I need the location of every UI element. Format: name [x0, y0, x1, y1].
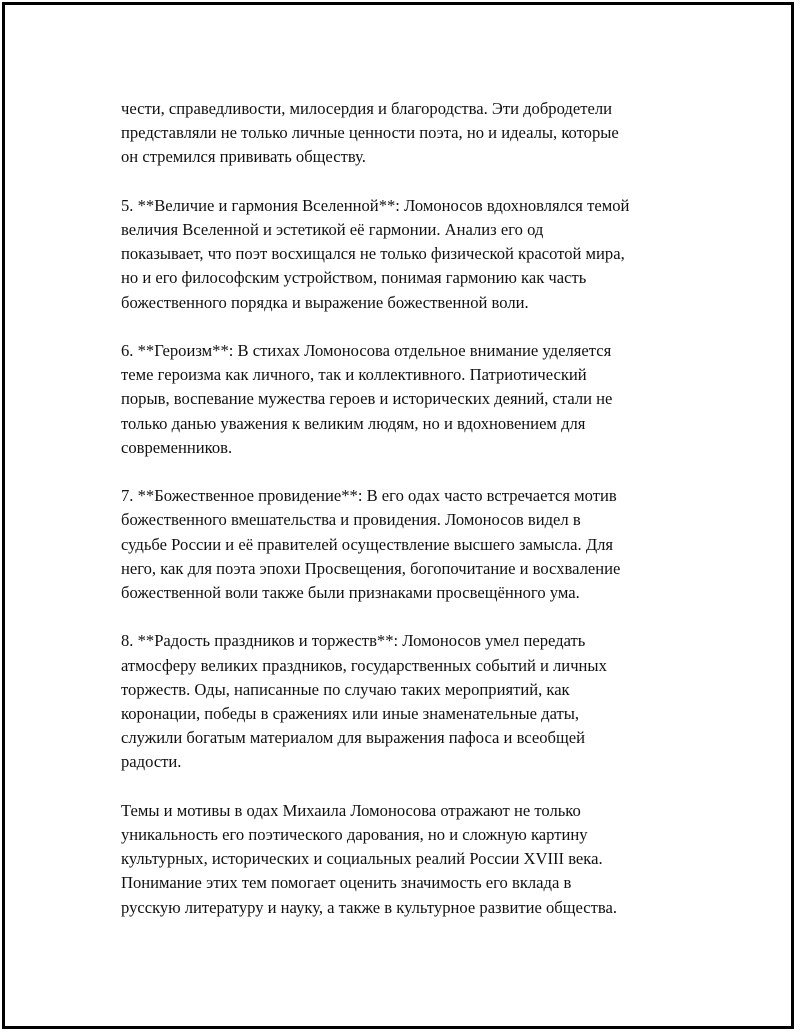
- text-line: атмосферу великих праздников, государственных событий и личных: [121, 655, 607, 675]
- text-line: русскую литературу и науку, а также в культурное развитие общества.: [121, 897, 618, 917]
- text-line: 6. **Героизм**: В стихах Ломоносова отдельное внимание уделяется: [121, 341, 612, 360]
- paragraph-heroism: [121, 339, 711, 460]
- text-line: 7. **Божественное провидение**: В его одах часто встречается мотив: [121, 486, 617, 506]
- text-line: но и его философским устройством, понимая гармонию как часть: [121, 268, 587, 288]
- paragraph-celebrations: [121, 629, 711, 774]
- page-frame: [2, 2, 794, 1029]
- text-line: представляли не только личные ценности поэта, но и идеалы, которые: [121, 123, 619, 143]
- text-line: 5. **Величие и гармония Вселенной**: Ломоносов вдохновлялся темой: [121, 195, 630, 215]
- text-line: величия Вселенной и эстетикой её гармонии. Анализ его од: [121, 220, 544, 239]
- document-body: [121, 97, 711, 944]
- paragraph-universe-harmony: [121, 194, 711, 315]
- text-line: современников.: [121, 437, 233, 457]
- text-line: Понимание этих тем помогает оценить значимость его вклада в: [121, 873, 572, 893]
- text-line: торжеств. Оды, написанные по случаю таких мероприятий, как: [121, 679, 570, 699]
- text-line: культурных, исторических и социальных реалий России XVIII века.: [121, 849, 603, 869]
- text-line: только данью уважения к великим людям, но и вдохновением для: [121, 413, 586, 433]
- text-line: судьбе России и её правителей осуществление высшего замысла. Для: [121, 534, 614, 554]
- text-line: Темы и мотивы в одах Михаила Ломоносова отражают не только: [121, 800, 581, 820]
- paragraph-conclusion: [121, 799, 711, 920]
- paragraph-virtues-continuation: [121, 97, 711, 170]
- text-line: порыв, воспевание мужества героев и исторических деяний, стали не: [121, 389, 613, 409]
- text-line: он стремился прививать обществу.: [121, 147, 366, 167]
- text-line: божественного порядка и выражение божественной воли.: [121, 292, 529, 312]
- text-line: него, как для поэта эпохи Просвещения, богопочитание и восхваление: [121, 558, 621, 578]
- paragraph-divine-providence: [121, 484, 711, 605]
- text-line: чести, справедливости, милосердия и благородства. Эти добродетели: [121, 99, 612, 118]
- text-line: божественного вмешательства и провидения. Ломоносов видел в: [121, 510, 581, 530]
- text-line: божественной воли также были признаками просвещённого ума.: [121, 583, 580, 603]
- text-line: показывает, что поэт восхищался не только физической красотой мира,: [121, 244, 625, 264]
- text-line: уникальность его поэтического дарования, но и сложную картину: [121, 825, 588, 845]
- text-line: 8. **Радость праздников и торжеств**: Ломоносов умел передать: [121, 631, 586, 651]
- text-line: теме героизма как личного, так и коллективного. Патриотический: [121, 365, 587, 385]
- text-line: коронации, победы в сражениях или иные знаменательные даты,: [121, 704, 580, 724]
- text-line: служили богатым материалом для выражения пафоса и всеобщей: [121, 728, 586, 748]
- text-line: радости.: [121, 752, 182, 772]
